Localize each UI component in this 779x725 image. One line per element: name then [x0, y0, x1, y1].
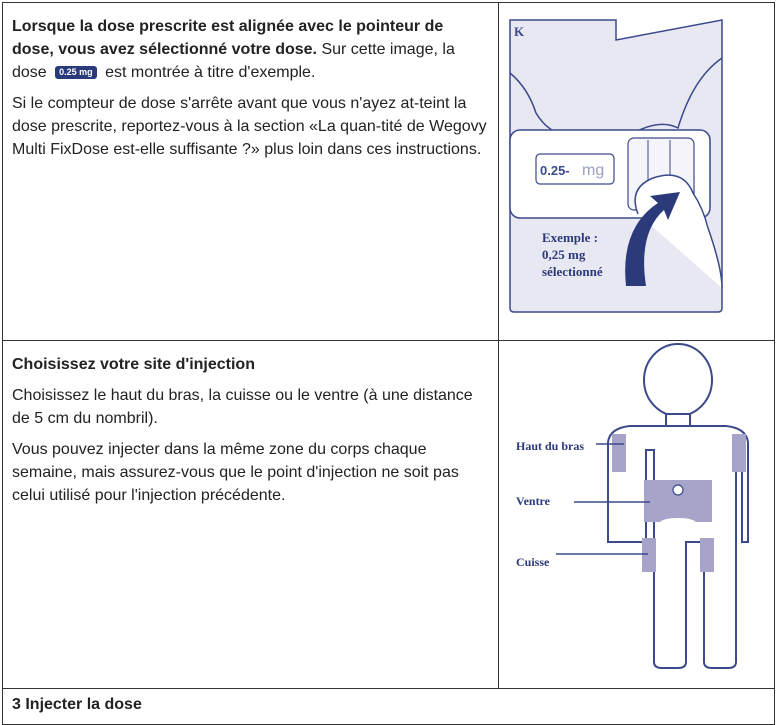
- dose-badge: 0.25 mg: [55, 66, 97, 79]
- caption-line-2: 0,25 mg: [542, 247, 586, 262]
- row1-paragraph1: [12, 15, 488, 84]
- dose-counter-unit: mg: [582, 162, 605, 179]
- row2-text-cell: [2, 341, 498, 527]
- column-divider: [498, 2, 499, 688]
- pen-dose-illustration: [508, 18, 724, 314]
- label-haut-du-bras: Haut du bras: [516, 439, 585, 453]
- row1-title-rest-b: est montrée à titre d'exemple.: [100, 64, 316, 81]
- caption-line-3: sélectionné: [542, 264, 603, 279]
- label-cuisse: Cuisse: [516, 555, 550, 569]
- row1-title-rest-a: Sur cette image, la dose: [12, 41, 455, 81]
- zone-arm-right: [732, 434, 746, 472]
- dose-counter-value: 0.25-: [540, 163, 570, 178]
- caption-line-1: Exemple :: [542, 230, 598, 245]
- zone-arm-left: [612, 434, 626, 472]
- body-injection-sites-illustration: [500, 342, 774, 686]
- zone-thigh-right: [700, 538, 714, 572]
- figure-letter-k: K: [514, 24, 525, 39]
- row1-text-cell: [2, 3, 498, 181]
- row2-heading: Choisissez votre site d'injection: [12, 356, 255, 373]
- row1-title-bold: Lorsque la dose prescrite est alignée avec le pointeur de dose, vous avez sélectionné votre dose.: [12, 18, 444, 58]
- row2-paragraph2: Vous pouvez injecter dans la même zone du corps chaque semaine, mais assurez-vous que le point d'injection ne soit pas celui utilisé pour l'injection précédente.: [12, 441, 459, 504]
- row1-paragraph2: Si le compteur de dose s'arrête avant que vous n'ayez at-teint la dose prescrite, reportez-vous à la section «La quan-tité de Wegovy Multi FixDose est-elle suffisante ?» plus loin dans ces instructions.: [12, 95, 487, 158]
- zone-thigh-left: [642, 538, 656, 572]
- row3-heading: 3 Injecter la dose: [12, 696, 142, 713]
- label-ventre: Ventre: [516, 494, 550, 508]
- row2-paragraph1: Choisissez le haut du bras, la cuisse ou le ventre (à une distance de 5 cm du nombril).: [12, 387, 473, 427]
